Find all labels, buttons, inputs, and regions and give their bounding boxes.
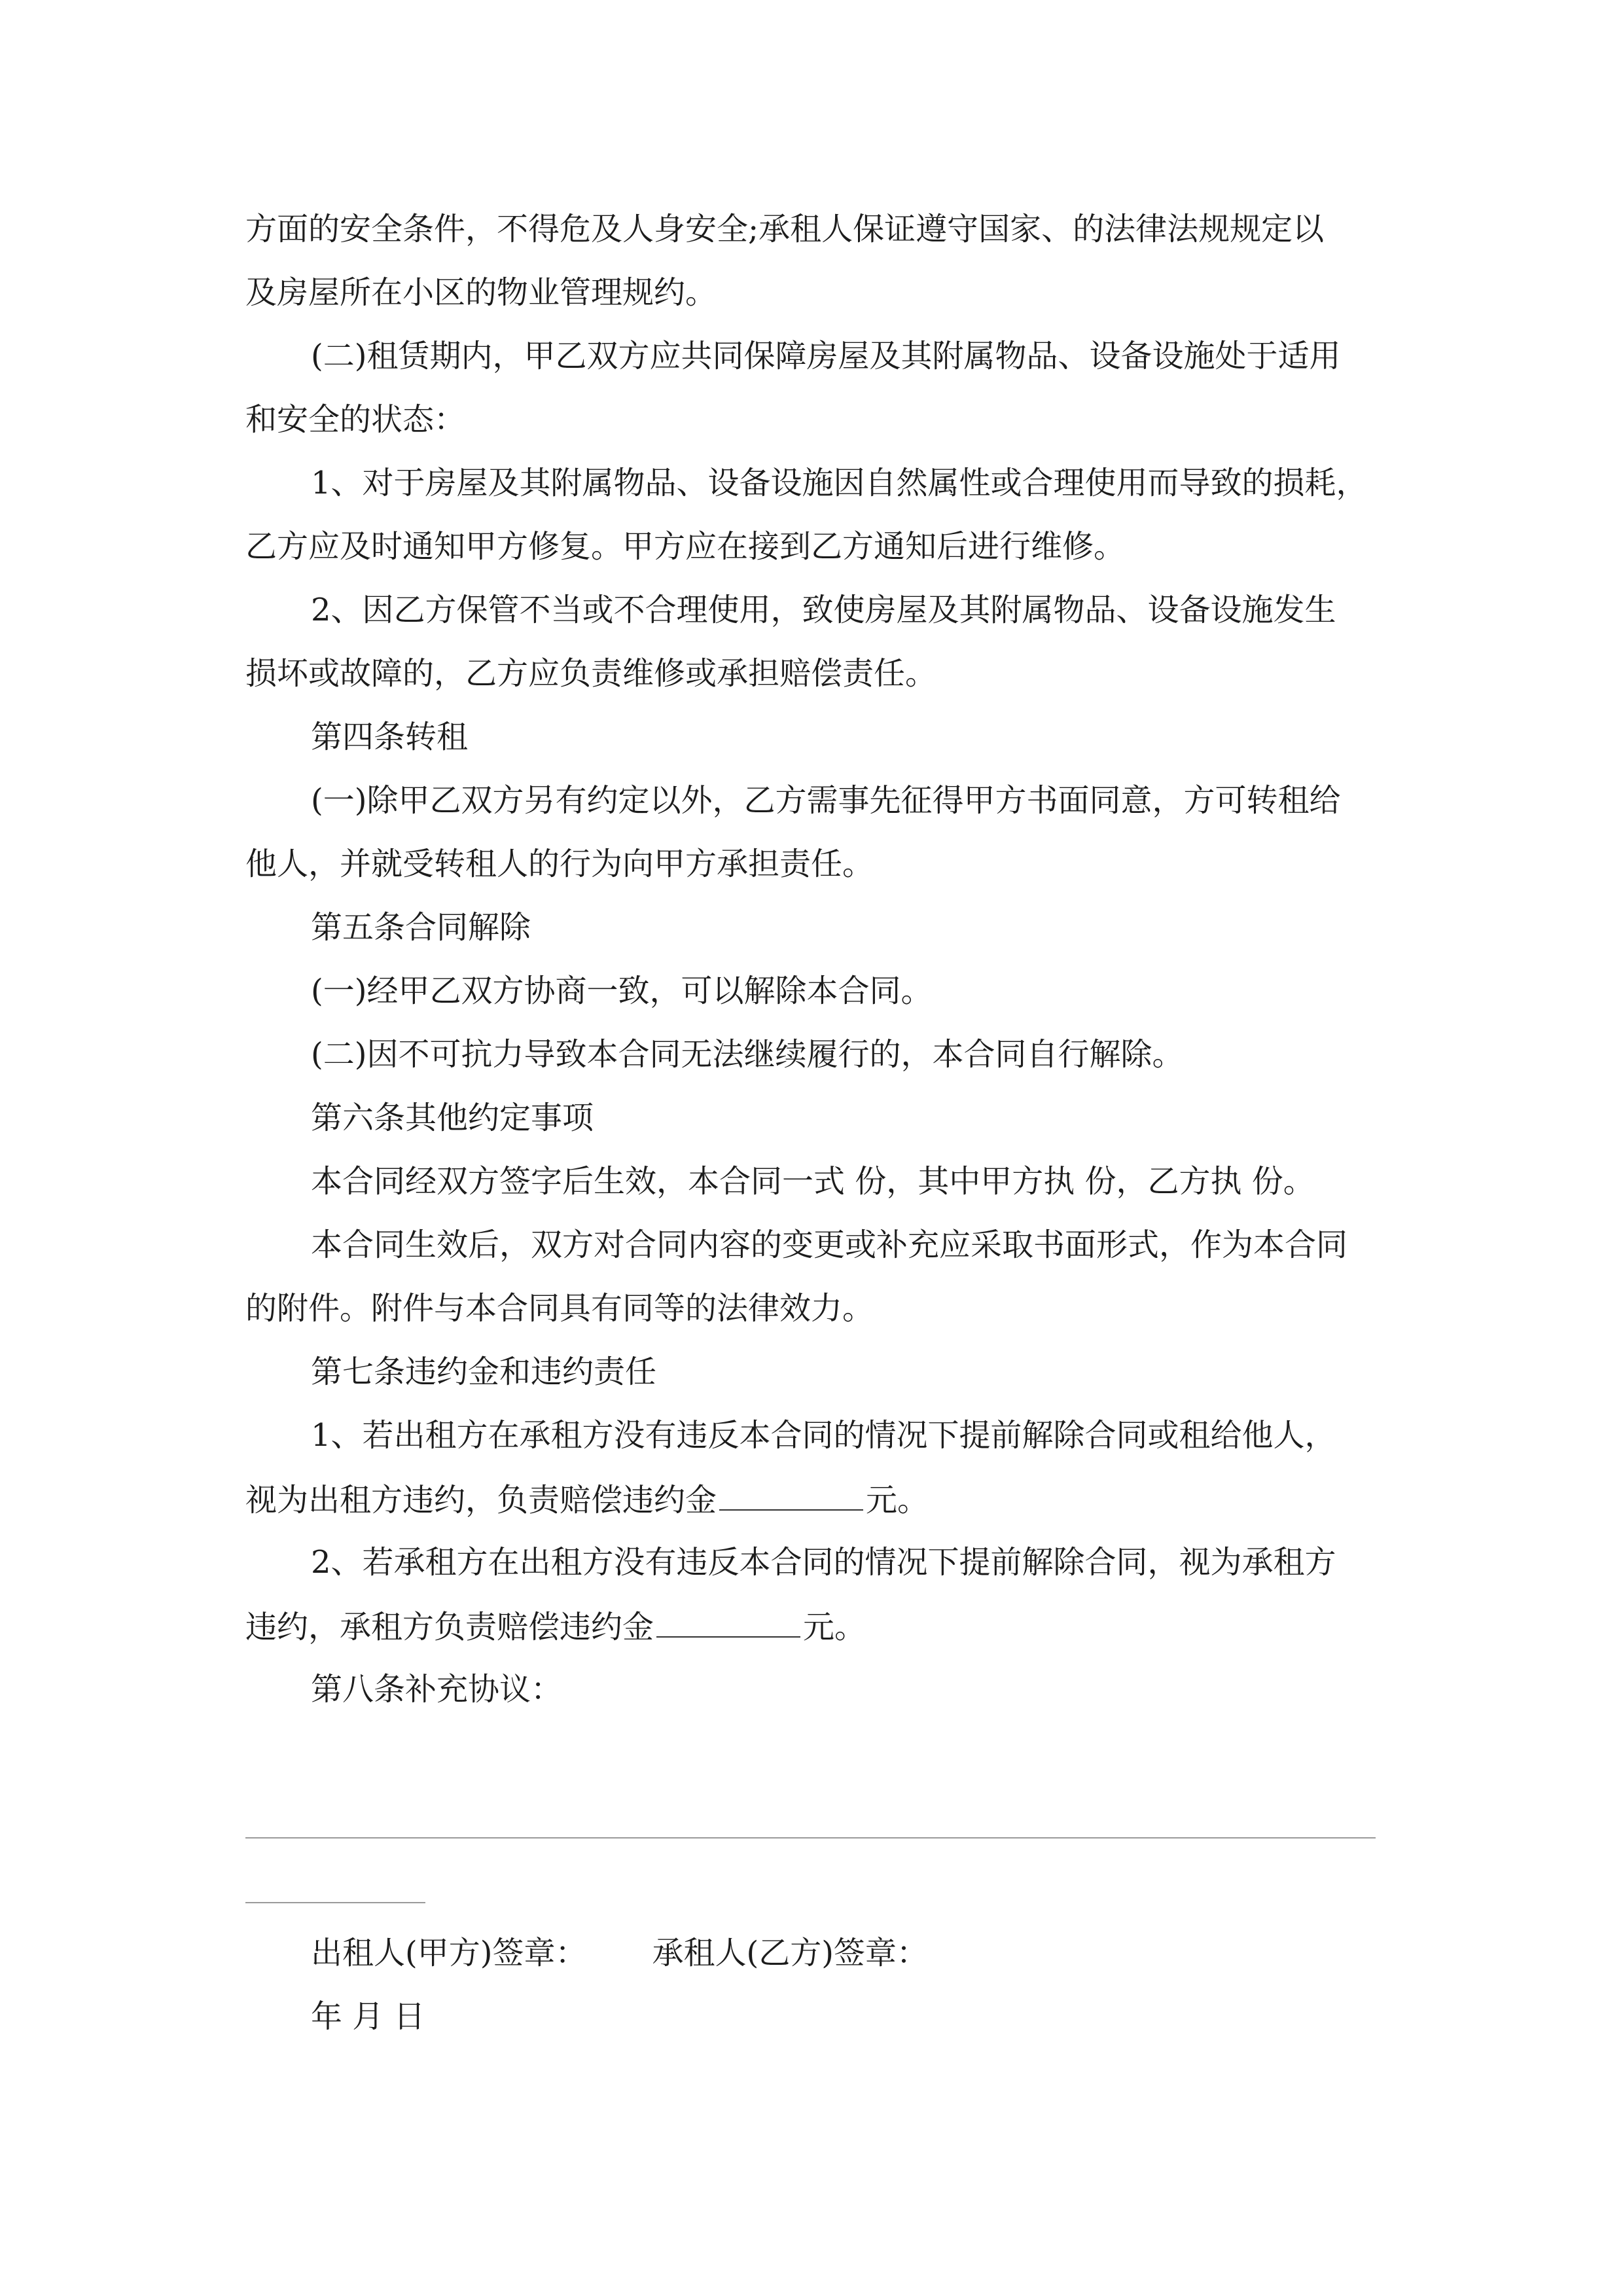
text-line: 损坏或故障的，乙方应负责维修或承担赔偿责任。 — [245, 655, 937, 692]
text-line: (一)除甲乙双方另有约定以外，乙方需事先征得甲方书面同意，方可转租给 — [311, 782, 1341, 819]
text-line: (二)因不可抗力导致本合同无法继续履行的，本合同自行解除。 — [311, 1036, 1184, 1073]
text-fragment: 元。 — [803, 1609, 866, 1645]
text-line: 的附件。附件与本合同具有同等的法律效力。 — [245, 1290, 874, 1327]
text-line: 本合同生效后，双方对合同内容的变更或补充应采取书面形式，作为本合同 — [311, 1227, 1348, 1263]
text-fragment: 元。 — [866, 1482, 929, 1518]
text-line: 方面的安全条件，不得危及人身安全;承租人保证遵守国家、的法律法规规定以 — [245, 211, 1325, 247]
divider — [245, 1837, 1376, 1839]
date-line: 年 月 日 — [311, 1998, 425, 2035]
lessor-signature-label: 出租人(甲方)签章： — [311, 1935, 587, 1971]
amount-blank — [719, 1479, 863, 1511]
text-line — [245, 1606, 1397, 1647]
text-line: (一)经甲乙双方协商一致，可以解除本合同。 — [311, 973, 933, 1009]
lessee-signature-label: 承租人(乙方)签章： — [652, 1935, 928, 1971]
text-line: 本合同经双方签字后生效，本合同一式 份，其中甲方执 份，乙方执 份。 — [311, 1163, 1315, 1200]
section-heading: 第五条合同解除 — [311, 909, 531, 946]
text-line: 及房屋所在小区的物业管理规约。 — [245, 274, 717, 311]
text-fragment: 违约，承租方负责赔偿违约金 — [245, 1609, 654, 1645]
section-heading: 第四条转租 — [311, 719, 469, 755]
text-line: (二)租赁期内，甲乙双方应共同保障房屋及其附属物品、设备设施处于适用 — [311, 338, 1341, 374]
text-line: 2、因乙方保管不当或不合理使用，致使房屋及其附属物品、设备设施发生 — [311, 592, 1336, 628]
amount-blank — [656, 1606, 800, 1638]
text-line — [245, 1479, 1397, 1520]
text-line: 1、对于房屋及其附属物品、设备设施因自然属性或合理使用而导致的损耗， — [311, 465, 1368, 501]
signature-line — [311, 1933, 1463, 1973]
text-line: 2、若承租方在出租方没有违反本合同的情况下提前解除合同，视为承租方 — [311, 1544, 1336, 1581]
text-line: 他人，并就受转租人的行为向甲方承担责任。 — [245, 846, 874, 882]
section-heading: 第八条补充协议： — [311, 1671, 563, 1708]
text-line: 乙方应及时通知甲方修复。甲方应在接到乙方通知后进行维修。 — [245, 528, 1126, 565]
text-fragment: 视为出租方违约，负责赔偿违约金 — [245, 1482, 717, 1518]
text-line: 和安全的状态： — [245, 401, 466, 438]
section-heading: 第七条违约金和违约责任 — [311, 1354, 657, 1390]
divider — [245, 1902, 425, 1903]
text-line: 1、若出租方在承租方没有违反本合同的情况下提前解除合同或租给他人， — [311, 1417, 1336, 1454]
section-heading: 第六条其他约定事项 — [311, 1100, 594, 1136]
